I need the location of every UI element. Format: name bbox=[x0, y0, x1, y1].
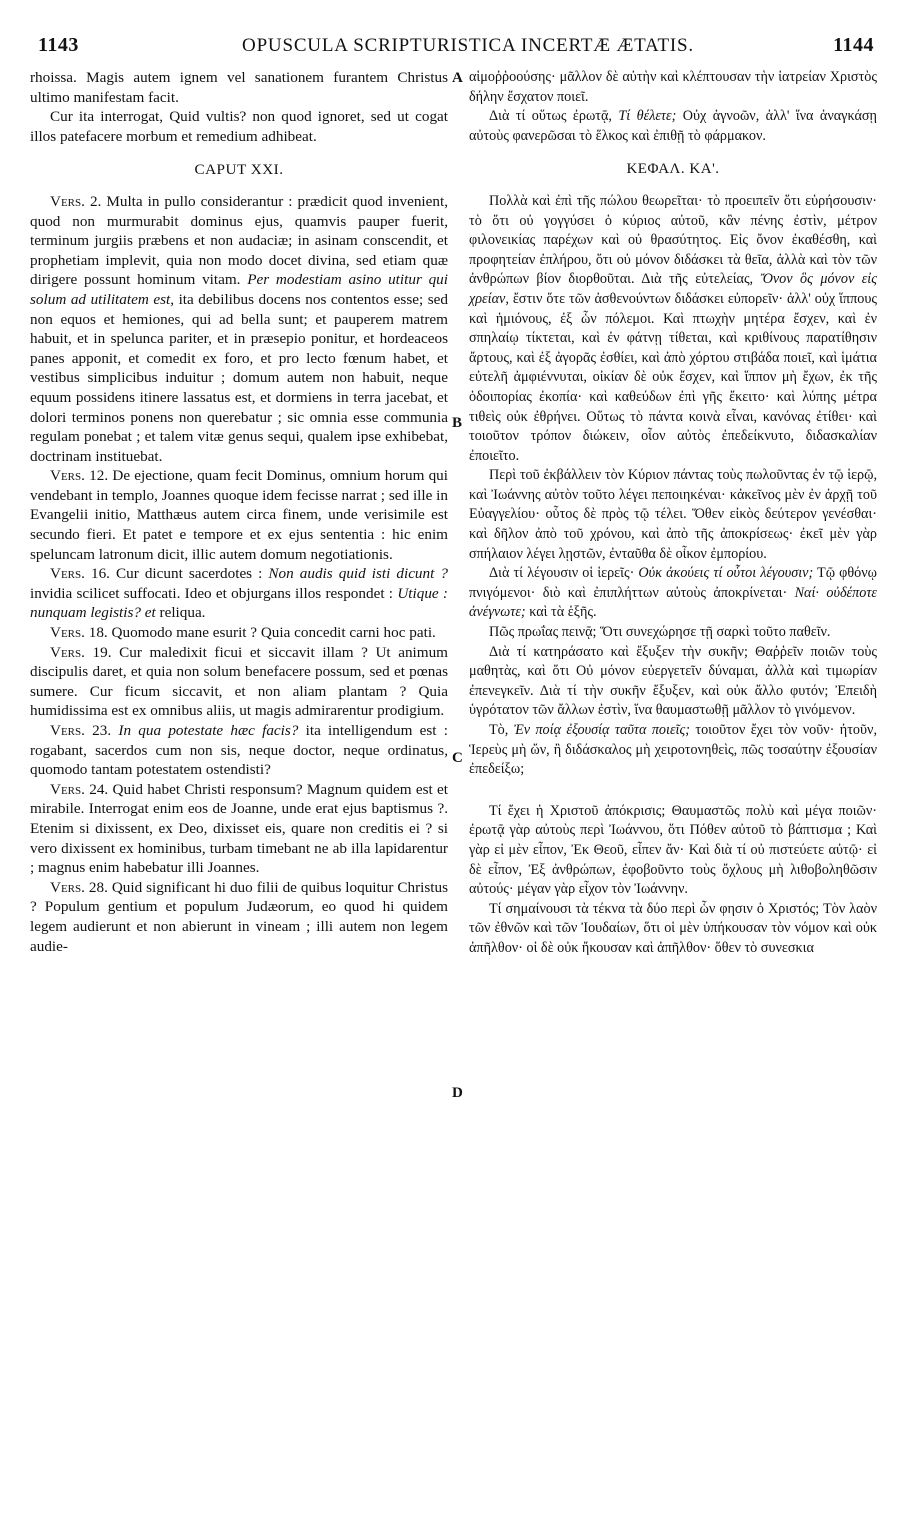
latin-paragraph: Vers. 24. Quid habet Christi responsum? Magnum quidem est et mirabile. Interrogat enim eos de Joanne, unde erat ejus baptismus ?. Etenim si dixissent, ex Deo, dixisset eis, quare non creditis ei ? si vero dixissent ex hominibus, turbam timebant ne ab illa lapidarentur ; magnus enim habebatur illi Joannes. bbox=[30, 780, 448, 877]
margin-marker-b: B bbox=[452, 415, 463, 431]
greek-paragraph: Διὰ τί οὕτως ἐρωτᾷ, Τί θέλετε; Οὐχ ἀγνοῶν, ἀλλ' ἵνα ἀναγκάσῃ αὐτοὺς φανερῶσαι τὸ ἕλκος καὶ ἐπιθῇ τὸ φάρμακον. bbox=[469, 108, 877, 144]
greek-paragraph: Περὶ τοῦ ἐκβάλλειν τὸν Κύριον πάντας τοὺς πωλοῦντας ἐν τῷ ἱερῷ, καὶ Ἰωάννης αὐτὸν τοῦτο λέγει πεποιηκέναι· κἀκεῖνος μὲν ἐν ἀρχῇ τοῦ Εὐαγγελίου· οὗτος δὲ πρὸς τῷ τέλει. Ὅθεν εἰκὸς δεύτερον γενέσθαι· καὶ δῆλον ἀπὸ τοῦ χρόνου, καὶ ἀπὸ τῆς ἀποκρίσεως· ἐκεῖ μὲν γὰρ σπήλαιον λέγει λῃστῶν, ἐνταῦθα δὲ οἶκον ἐμπορίου. bbox=[469, 467, 877, 562]
verse-label: Vers. 12. bbox=[50, 467, 109, 485]
greek-paragraph: αἱμοῤῥοούσης· μᾶλλον δὲ αὐτὴν καὶ κλέπτουσαν τὴν ἰατρείαν Χριστὸς δήλην ἔσχατον ποιεῖ. bbox=[469, 69, 877, 105]
page-header bbox=[38, 34, 874, 58]
greek-chapter-heading: ΚΕΦΑΛ. ΚΑ'. bbox=[626, 161, 720, 178]
verse-label: Vers. 18. bbox=[50, 624, 108, 642]
verse-label: Vers. 24. bbox=[50, 780, 109, 798]
latin-paragraph: Vers. 19. Cur maledixit ficui et siccavit illam ? Ut animum discipulis daret, et quia non solum benefacere possum, sed et pœnas sumere. Cur ficum siccavit, et non aliam plantam ? Quia humidissima est ex omnibus aliis, ut magis admirarentur prodigium. bbox=[30, 643, 448, 720]
latin-paragraph: Vers. 2. Multa in pullo considerantur : prædicit quod invenient, quod non murmurabit dominus ejus, quamvis pauper fuerit, terminum jurgiis præbens et non audaciæ; in asinam conscendit, et prophetiam implevit, quia non modo docet divina, sed etiam quæ dirigere possunt hominum vitam. Per modestiam asino utitur qui solum ad utilitatem est, ita debilibus docens nos contentos esse; sed non equos et hemiones, qui ad bella sunt; et pauperem matrem habuit, et in spelunca pariter, et in præsepio ponitur, et hordeaceos panes apponit, et comedit ex foro, et pro lecto fœnum habet, et vestibus simplicibus induitur ; domum autem non habuit, neque equum possidens itinere lassatus est, et dormiens in terra jacebat, et dolori terminos ponens non querebatur ; sic omnia esse communia regulam ponebat ; et talem vitæ genus sequi, qualem ipse exhibebat, doctrinam instituebat. bbox=[30, 192, 448, 465]
greek-paragraph: Πολλὰ καὶ ἐπὶ τῆς πώλου θεωρεῖται· τὸ προειπεῖν ὅτι εὑρήσουσιν· τὸ ὅτι οὐ γογγύσει ὁ κύριος αὐτοῦ, κἂν πένης ἐστὶν, μέτρον φιλονεικίας παρέχων καὶ οὐ θρασύτητος. Εἰς ὄνον ἐκαθέσθη, καὶ προφητείαν ἐπλήρου, ὅτι οὐ μόνον διδάσκει τὰ θεῖα, ἀλλὰ καὶ τὸν τῶν ἀνθρώπων βίον διορθοῦται. Διὰ τῆς εὐτελείας, Ὄνον ὃς μόνον εἰς χρείαν, ἔστιν ὅτε τῶν ἀσθενούντων διδάσκει εὐπορεῖν· ἀλλ' οὐχ ἵππους καὶ ἡμιόνους, ἐξ ὧν πόλεμοι. Καὶ πτωχὴν μητέρα ἔσχεν, καὶ ἐν σπηλαίῳ τίκτεται, καὶ ἐν φάτνῃ τίθεται, καὶ κριθίνους παρατίθησιν ἄρτους, καὶ ἐξ ἀγορᾶς ἐσθίει, καὶ ἀπὸ χόρτου στιβάδα ποιεῖ, καὶ ἱμάτια εὐτελῆ ἀμφιέννυται, οἰκίαν δὲ οὐκ ἔσχεν, καὶ ἵππον μὴ ἔχων, ἐκ τῆς ὁδοιπορίας ἐκοπία· καὶ καθεύδων ἐπὶ γῆς ἔκειτο· καὶ λύπης μέτρα τιθεὶς οὐκ ἐθρήνει. Οὕτως τὸ πάντα κοινὰ εἶναι, κανόνας ἐτίθει· καὶ τοιοῦτον τρόπον διώκειν, οἷον αὐτὸς ἐπεδείκνυτο, διδασκαλίαν ἐποιεῖτο. bbox=[469, 192, 877, 464]
running-title: OPUSCULA SCRIPTURISTICA INCERTÆ ÆTATIS. bbox=[242, 35, 694, 56]
latin-paragraph: Vers. 12. De ejectione, quam fecit Dominus, omnium horum qui vendebant in templo, Joannes quoque idem fecisse narrat ; sed ille in Evangelii initio, Matthæus autem circa finem, unde verisimile est secundo fieri. Et patet e tempore et ex ejus sententia : hic enim speluncam latronum dicit, illic autem domum negotiationis. bbox=[30, 467, 448, 563]
greek-paragraph: Πῶς πρωΐας πεινᾷ; Ὅτι συνεχώρησε τῇ σαρκὶ τοῦτο παθεῖν. bbox=[489, 624, 831, 641]
greek-paragraph: Τὸ, Ἐν ποίᾳ ἐξουσίᾳ ταῦτα ποιεῖς; τοιοῦτον ἔχει τὸν νοῦν· ἠτοῦν, Ἱερεὺς μὴ ὤν, ἢ διδάσκαλος μὴ χειροτονηθεὶς, πῶς τοσαύτην ἐξουσίαν ἐπεδείξω; bbox=[469, 722, 877, 778]
verse-label: Vers. 19. bbox=[50, 643, 112, 661]
latin-paragraph: Cur ita interrogat, Quid vultis? non quod ignoret, sed ut cogat illos patefacere morbum et remedium adhibeat. bbox=[30, 108, 448, 145]
margin-marker-d: D bbox=[452, 1085, 463, 1101]
latin-paragraph: Vers. 18. Quomodo mane esurit ? Quia concedit carni hoc pati. bbox=[50, 624, 436, 642]
greek-paragraph: Τί σημαίνουσι τὰ τέκνα τὰ δύο περὶ ὧν φησιν ὁ Χριστός; Τὸν λαὸν τῶν ἐθνῶν καὶ τῶν Ἰουδαίων, ὅτι οἱ μὲν ὑπήκουσαν τὸν νόμον καὶ οὐκ ἀπῆλθον· οἱ δὲ οὐκ ἤκουσαν καὶ ἀπῆλθον· ὅθεν τὸ συνεσκια bbox=[469, 900, 877, 956]
verse-label: Vers. 2. bbox=[50, 192, 102, 210]
right-page-number: 1144 bbox=[833, 34, 874, 56]
greek-paragraph: Διὰ τί λέγουσιν οἱ ἱερεῖς· Οὐκ ἀκούεις τί οὗτοι λέγουσιν; Τῷ φθόνῳ πνιγόμενοι· διὸ καὶ ἐπιπλήττων αὐτοὺς ἀποκρίνεται· Ναί· οὐδέποτε ἀνέγνωτε; καὶ τὰ ἑξῆς. bbox=[469, 565, 878, 621]
column-gap bbox=[469, 780, 877, 802]
verse-label: Vers. 23. bbox=[50, 722, 112, 739]
verse-label: Vers. 28. bbox=[50, 878, 108, 896]
verse-label: Vers. 16. bbox=[50, 565, 110, 583]
latin-chapter-heading: CAPUT XXI. bbox=[194, 161, 284, 179]
greek-paragraph: Τί ἔχει ἡ Χριστοῦ ἀπόκρισις; Θαυμαστῶς πολὺ καὶ μέγα ποιῶν· ἐρωτᾷ γὰρ αὐτοὺς περὶ Ἰωάννου, ὅτι Πόθεν αὐτοῦ τὸ βάπτισμα ; Καὶ γὰρ εἰ μὲν εἶπον, Ἐκ Θεοῦ, εἶπεν ἄν· Καὶ διὰ τί οὐ πιστεύετε αὐτῷ· εἰ δὲ εἶπον, Ἐξ ἀνθρώπων, ἐφοβοῦντο τοὺς ὄχλους μὴ λιθοβοληθῶσιν αὐτούς· μέγαν γὰρ εἶχον τὸν Ἰωάννην. bbox=[469, 802, 877, 898]
latin-paragraph: Vers. 28. Quid significant hi duo filii de quibus loquitur Christus ? Populum gentium et populum Judæorum, eo quod hi quidem legem audierunt et non abierunt in vineam ; illi autem non legem audie- bbox=[30, 878, 448, 955]
margin-marker-a: A bbox=[452, 70, 463, 86]
latin-column bbox=[30, 68, 448, 956]
greek-paragraph: Διὰ τί κατηράσατο καὶ ἔξυξεν τὴν συκῆν; Θαῤῥεῖν ποιῶν τοὺς μαθητὰς, καὶ ὅτι Οὐ μόνον εὐεργετεῖν δύναμαι, ἀλλὰ καὶ τιμωρίαν ἐπενεγκεῖν. Διὰ τί τὴν συκῆν ἔξυξεν, καὶ οὐκ ἄλλο φυτόν; Ἐπειδὴ ὑγρότατον τῶν ἄλλων ἐστὶν, ἵνα θαυμαστωθῇ μᾶλλον τὸ γινόμενον. bbox=[469, 643, 877, 719]
latin-paragraph: Vers. 23. In qua potestate hæc facis? ita intelligendum est : rogabant, sacerdos cum non sis, neque doctor, neque ordinatus, quomodo tantam potestatem ostendisti? bbox=[30, 722, 448, 779]
latin-paragraph: rhoissa. Magis autem ignem vel sanationem furantem Christus ultimo manifestam facit. bbox=[30, 69, 448, 106]
margin-marker-c: C bbox=[452, 750, 463, 766]
latin-paragraph: Vers. 16. Cur dicunt sacerdotes : Non audis quid isti dicunt ? invidia scilicet suffocati. Ideo et objurgans illos respondet : Utique : nunquam legistis? et reliqua. bbox=[30, 565, 448, 622]
greek-column bbox=[469, 68, 877, 959]
left-page-number: 1143 bbox=[38, 34, 79, 56]
